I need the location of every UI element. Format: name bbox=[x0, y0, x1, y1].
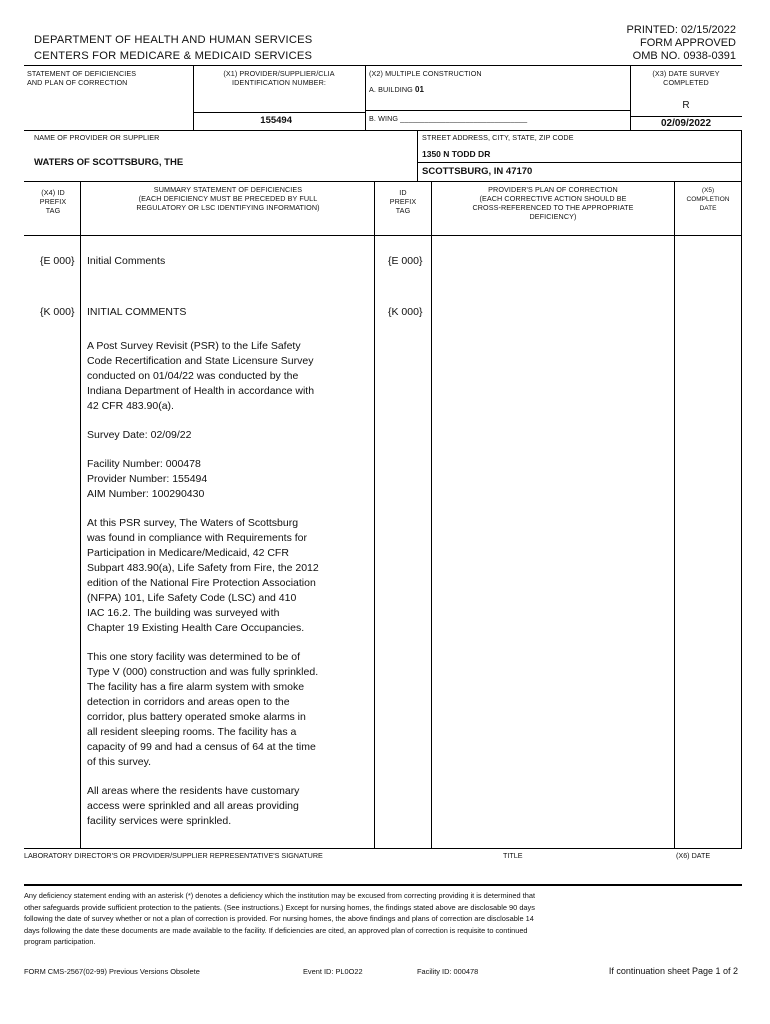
provider-name: WATERS OF SCOTTSBURG, THE bbox=[34, 157, 184, 168]
city-state-zip: SCOTTSBURG, IN 47170 bbox=[422, 166, 533, 177]
event-id: Event ID: PL0O22 bbox=[303, 967, 363, 976]
paragraph: Facility Number: 000478 Provider Number: 155494 AIM Number: 100290430 bbox=[87, 458, 208, 500]
paragraph: This one story facility was determined to be of Type V (000) construction and was fully sprinkled. The facility has a fire alarm system with smoke detection in corridors and areas open to the corridor, plus battery operated smoke alarms in all resident sleeping rooms. The facility has a capacity of 99 and had a census of 64 at the time of this survey. bbox=[87, 651, 319, 768]
disclaimer-rule bbox=[24, 884, 742, 886]
centers-title: CENTERS FOR MEDICARE & MEDICAID SERVICES bbox=[34, 50, 313, 62]
summary-header: SUMMARY STATEMENT OF DEFICIENCIES (EACH DEFICIENCY MUST BE PRECEDED BY FULL REGULATORY OR LSC IDENTIFYING INFORMATION) bbox=[136, 185, 320, 212]
statement-label: STATEMENT OF DEFICIENCIES AND PLAN OF CORRECTION bbox=[27, 69, 137, 87]
signature-label: LABORATORY DIRECTOR'S OR PROVIDER/SUPPLIER REPRESENTATIVE'S SIGNATURE bbox=[24, 851, 323, 860]
tag-e000-left: {E 000} bbox=[40, 255, 75, 267]
omb-number: OMB NO. 0938-0391 bbox=[632, 50, 736, 62]
facility-id: Facility ID: 000478 bbox=[417, 967, 479, 976]
street-address: 1350 N TODD DR bbox=[422, 149, 491, 159]
wing-label: B. WING _______________________________ bbox=[369, 114, 528, 123]
paragraph: A Post Survey Revisit (PSR) to the Life Safety Code Recertification and State Licensure Survey conducted on 01/04/22 was conducted by the Indiana Department of Health in accordance with 42 CFR 483.90(a). bbox=[87, 340, 315, 412]
divider bbox=[365, 65, 366, 130]
column-divider bbox=[741, 181, 742, 848]
x3-label: (X3) DATE SURVEY COMPLETED bbox=[652, 69, 720, 87]
x1-value: 155494 bbox=[260, 115, 292, 126]
initial-comments-heading: Initial Comments bbox=[87, 255, 166, 267]
divider bbox=[365, 110, 630, 111]
tag-e000-right: {E 000} bbox=[388, 255, 423, 267]
column-divider bbox=[80, 181, 81, 848]
column-divider bbox=[374, 181, 375, 848]
divider bbox=[417, 162, 741, 163]
x3-date: 02/09/2022 bbox=[660, 118, 712, 129]
plan-header: PROVIDER'S PLAN OF CORRECTION (EACH CORRECTIVE ACTION SHOULD BE CROSS-REFERENCED TO THE APPROPRIATE DEFICIENCY) bbox=[472, 185, 634, 221]
divider bbox=[417, 130, 418, 181]
divider bbox=[630, 116, 742, 117]
tag-k000-left: {K 000} bbox=[40, 306, 75, 318]
initial-comments-heading-k: INITIAL COMMENTS bbox=[87, 306, 187, 318]
provider-box-border bbox=[24, 181, 742, 182]
paragraph: At this PSR survey, The Waters of Scottsburg was found in compliance with Requirements for Participation in Medicare/Medicaid, 42 CFR Subpart 483.90(a), Life Safety from Fire, the 2012 edition of the National Fire Protection Association (NFPA) 101, Life Safety Code (LSC) and 410 IAC 16.2. The building was surveyed with Chapter 19 Existing Health Care Occupancies. bbox=[87, 517, 319, 634]
tag-k000-right: {K 000} bbox=[388, 306, 423, 318]
divider bbox=[193, 65, 194, 130]
x6-date-label: (X6) DATE bbox=[676, 851, 711, 860]
continuation-sheet: If continuation sheet Page 1 of 2 bbox=[608, 966, 738, 976]
comments-body bbox=[87, 339, 372, 843]
id-header: ID PREFIX TAG bbox=[389, 188, 417, 215]
x3-r: R bbox=[682, 100, 690, 111]
department-title: DEPARTMENT OF HEALTH AND HUMAN SERVICES bbox=[34, 34, 313, 46]
x4-header: (X4) ID PREFIX TAG bbox=[39, 188, 67, 215]
disclaimer-text: Any deficiency statement ending with an asterisk (*) denotes a deficiency which the institution may be excused from correcting providing it is determined that other safeguards provide sufficient protection to the patients. (See instructions.) Except for nursing homes, the findings stated above are disclosable 90 days following the date of survey whether or not a plan of correction is provided. For nursing homes, the above findings and plans of correction are disclosable 14 days following the date these documents are made available to the facility. If deficiencies are cited, an approved plan of correction is requisite to continued program participation. bbox=[24, 891, 536, 946]
signature-line bbox=[24, 848, 742, 849]
divider bbox=[193, 112, 365, 113]
column-divider bbox=[674, 181, 675, 848]
form-number: FORM CMS-2567(02-99) Previous Versions Obsolete bbox=[24, 967, 200, 976]
top-box-border-top bbox=[24, 65, 742, 66]
printed-date: PRINTED: 02/15/2022 bbox=[626, 24, 736, 36]
form-approved: FORM APPROVED bbox=[640, 37, 736, 49]
address-label: STREET ADDRESS, CITY, STATE, ZIP CODE bbox=[422, 133, 574, 142]
provider-name-label: NAME OF PROVIDER OR SUPPLIER bbox=[34, 133, 160, 142]
column-divider bbox=[431, 181, 432, 848]
divider bbox=[630, 65, 631, 130]
building-label: A. BUILDING 01 bbox=[369, 85, 425, 94]
paragraph: All areas where the residents have customary access were sprinkled and all areas providing facility services were sprinkled. bbox=[87, 785, 300, 827]
x2-label: (X2) MULTIPLE CONSTRUCTION bbox=[369, 69, 482, 78]
title-label: TITLE bbox=[503, 851, 523, 860]
column-header-border bbox=[24, 235, 742, 236]
x1-label: (X1) PROVIDER/SUPPLIER/CLIA IDENTIFICATION NUMBER: bbox=[223, 69, 335, 87]
divider bbox=[741, 130, 742, 181]
x5-header: (X5) COMPLETION DATE bbox=[686, 187, 730, 212]
top-box-border-bottom bbox=[24, 130, 742, 131]
paragraph: Survey Date: 02/09/22 bbox=[87, 429, 192, 441]
